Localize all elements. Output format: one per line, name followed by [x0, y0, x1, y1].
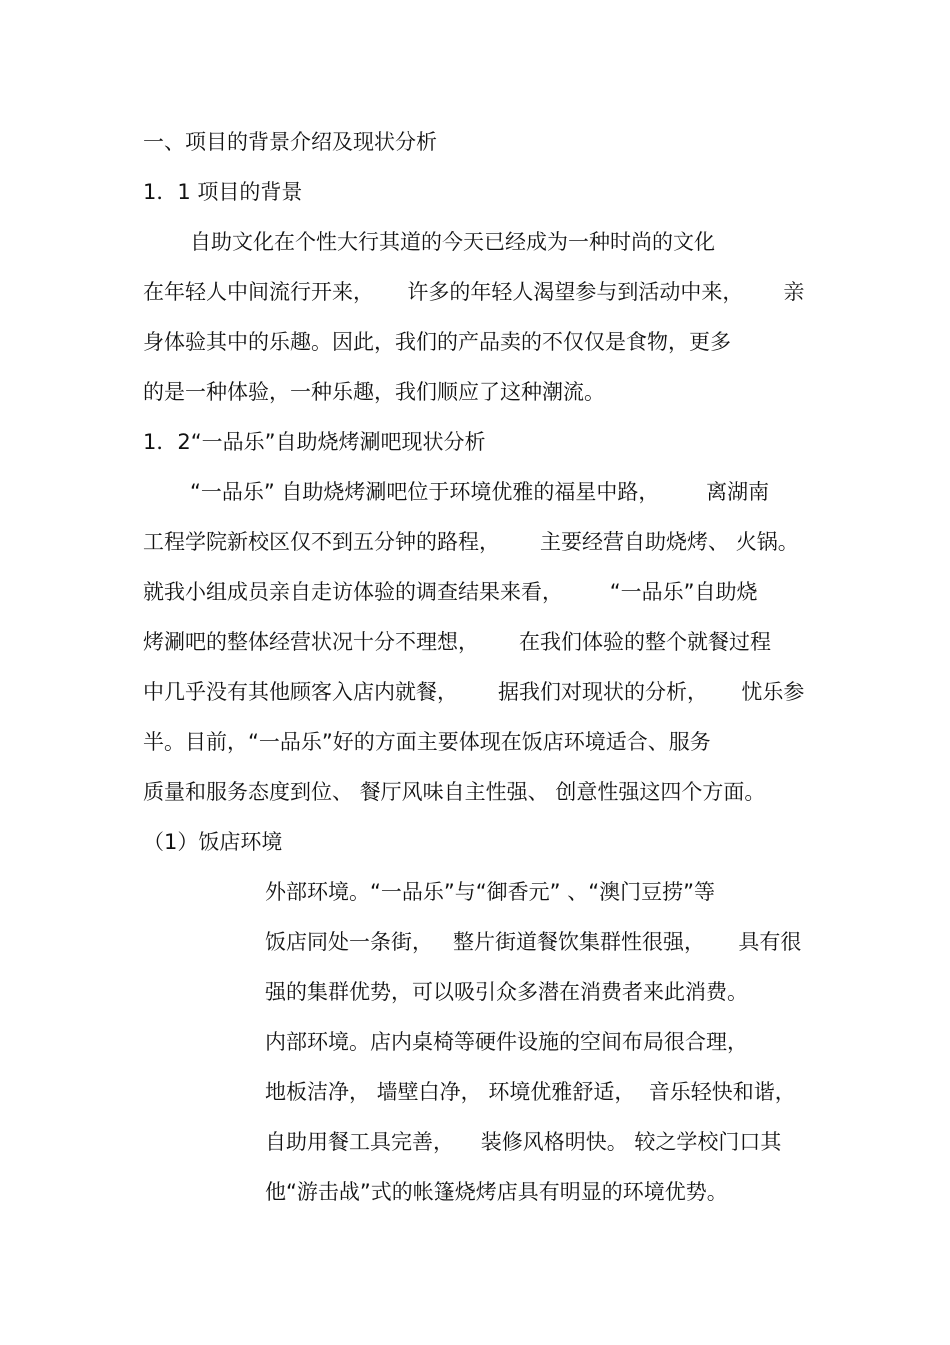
text-line: 他“游击战”式的帐篷烧烤店具有明显的环境优势。: [265, 1180, 728, 1204]
subsection-title-1-2: 1．2“一品乐”自助烧烤涮吧现状分析: [143, 430, 486, 454]
section-title: 一、项目的背景介绍及现状分析: [143, 130, 437, 154]
subsection-title-1-1: 1．1 项目的背景: [143, 180, 303, 204]
text-line: 在年轻人中间流行开来， 许多的年轻人渴望参与到活动中来， 亲: [143, 280, 805, 304]
text-line: 中几乎没有其他顾客入店内就餐， 据我们对现状的分析， 忧乐参: [143, 680, 805, 704]
text-line: 饭店同处一条街， 整片街道餐饮集群性很强， 具有很: [265, 930, 802, 954]
text-line: 自助文化在个性大行其道的今天已经成为一种时尚的文化: [190, 230, 715, 254]
text-line: 就我小组成员亲自走访体验的调查结果来看， “一品乐”自助烧: [143, 580, 758, 604]
text-line: 自助用餐工具完善， 装修风格明快。 较之学校门口其: [265, 1130, 782, 1154]
text-line: 工程学院新校区仅不到五分钟的路程， 主要经营自助烧烤、 火锅。: [143, 530, 799, 554]
text-line: 烤涮吧的整体经营状况十分不理想， 在我们体验的整个就餐过程: [143, 630, 772, 654]
text-line: 内部环境。店内桌椅等硬件设施的空间布局很合理，: [265, 1030, 748, 1054]
text-line: 地板洁净， 墙壁白净， 环境优雅舒适， 音乐轻快和谐，: [265, 1080, 796, 1104]
item-title-restaurant-environment: （1）饭店环境: [143, 830, 283, 854]
text-line: 半。目前，“一品乐”好的方面主要体现在饭店环境适合、服务: [143, 730, 711, 754]
text-line: 质量和服务态度到位、 餐厅风味自主性强、 创意性强这四个方面。: [143, 780, 766, 804]
text-line: 身体验其中的乐趣。因此，我们的产品卖的不仅仅是食物，更多: [143, 330, 731, 354]
text-line: “一品乐” 自助烧烤涮吧位于环境优雅的福星中路， 离湖南: [190, 480, 770, 504]
text-line: 外部环境。“一品乐”与“御香元” 、“澳门豆捞”等: [265, 880, 715, 904]
text-line: 强的集群优势，可以吸引众多潜在消费者来此消费。: [265, 980, 748, 1004]
text-line: 的是一种体验，一种乐趣，我们顺应了这种潮流。: [143, 380, 605, 404]
